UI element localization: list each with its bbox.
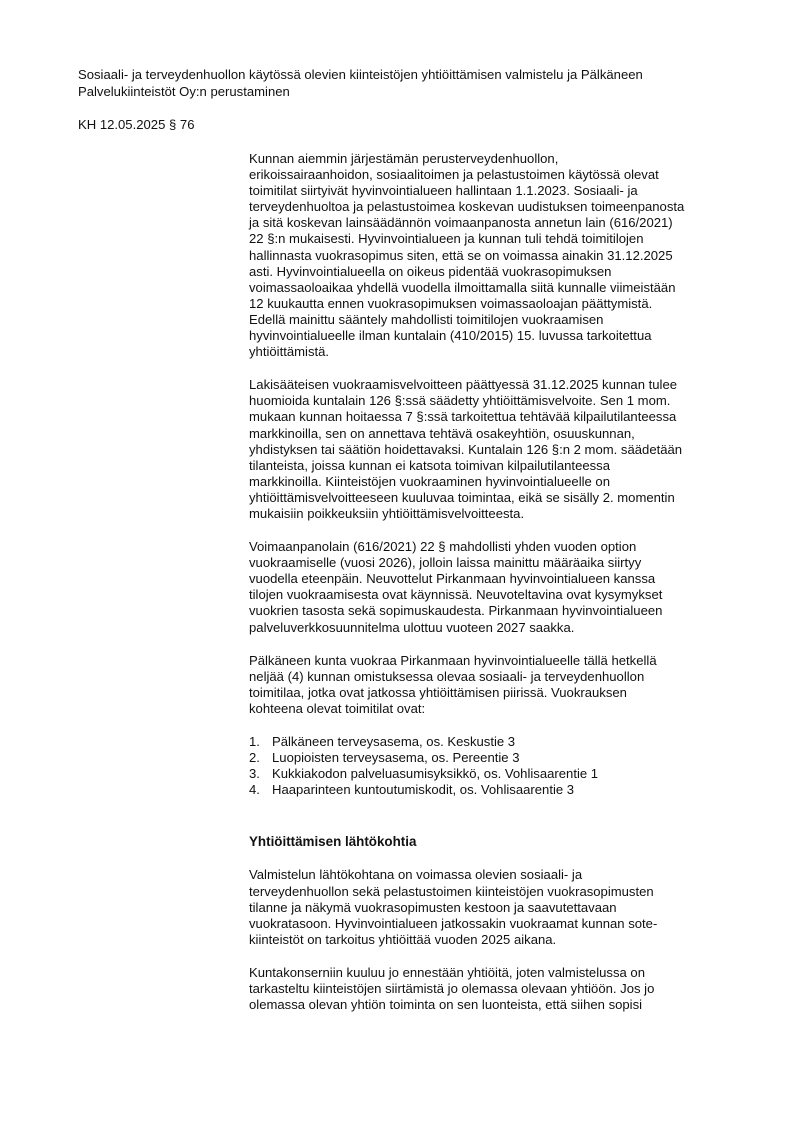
text-line: toimitilaa, jotka ovat jatkossa yhtiöittämisen piirissä. Vuokrauksen bbox=[249, 684, 627, 700]
title-line: Palvelukiinteistöt Oy:n perustaminen bbox=[78, 83, 290, 99]
text-line: olemassa olevan yhtiön toiminta on sen luonteista, että siihen sopisi bbox=[249, 997, 643, 1013]
text-line: tilanteista, joissa kunnan ei katsota toimivan kilpailutilanteessa bbox=[249, 457, 611, 473]
text-line: yhdistyksen tai säätiön hoidettavaksi. Kuntalain 126 §:n 2 mom. säädetään bbox=[249, 441, 683, 457]
text-line: Valmistelun lähtökohtana on voimassa olevien sosiaali- ja bbox=[249, 867, 583, 883]
text-line: Lakisääteisen vuokraamisvelvoitteen päättyessä 31.12.2025 kunnan tulee bbox=[249, 377, 678, 393]
text-line: vuokratasoon. Hyvinvointialueen jatkossakin vuokraamat kunnan sote- bbox=[249, 915, 658, 931]
list-number: 1. bbox=[249, 734, 260, 749]
text-line: yhtiöittämisvelvoitteeseen kuuluvaa toimintaa, eikä se sisälly 2. momentin bbox=[249, 489, 675, 505]
list-number: 2. bbox=[249, 750, 260, 766]
text-line: terveydenhuoltoa ja pelastustoimea koskevan uudistuksen toimeenpanosta bbox=[249, 199, 685, 215]
section-heading: Yhtiöittämisen lähtökohtia bbox=[249, 834, 417, 850]
list-number: 4. bbox=[249, 782, 260, 798]
document-title bbox=[78, 67, 738, 101]
list-item bbox=[249, 734, 719, 750]
list-number: 3. bbox=[249, 766, 260, 782]
text-line: ja sitä koskevan lainsäädännön voimaanpanosta annetun lain (616/2021) bbox=[249, 215, 673, 231]
text-line: neljää (4) kunnan omistuksessa olevaa sosiaali- ja terveydenhuollon bbox=[249, 668, 645, 684]
list-item bbox=[249, 750, 719, 766]
text-line: hyvinvointialueelle ilman kuntalain (410/2015) 15. luvussa tarkoitettua bbox=[249, 328, 652, 344]
document-body bbox=[249, 151, 719, 1013]
text-line: mukaisiin poikkeuksiin yhtiöittämisvelvoitteesta. bbox=[249, 505, 525, 521]
text-line: voimassaoloaikaa yhdellä vuodella ilmoittamalla siitä kunnalle viimeistään bbox=[249, 279, 676, 295]
list-item bbox=[249, 766, 719, 782]
paragraph bbox=[249, 965, 719, 1013]
paragraph bbox=[249, 867, 719, 947]
text-line: Edellä mainittu sääntely mahdollisti toimitilojen vuokraamisen bbox=[249, 311, 604, 327]
text-line: yhtiöittämistä. bbox=[249, 344, 330, 360]
paragraph bbox=[249, 653, 719, 717]
list-text: Kukkiakodon palveluasumisyksikkö, os. Vohlisaarentie 1 bbox=[272, 766, 599, 782]
text-line: huomioida kuntalain 126 §:ssä säädetty yhtiöittämisvelvoite. Sen 1 mom. bbox=[249, 393, 671, 409]
text-line: Pälkäneen kunta vuokraa Pirkanmaan hyvinvointialueelle tällä hetkellä bbox=[249, 652, 657, 668]
text-line: vuokrien tasosta sekä sopimuskaudesta. Pirkanmaan hyvinvointialueen bbox=[249, 603, 663, 619]
text-line: toimitilat siirtyivät hyvinvointialueen hallintaan 1.1.2023. Sosiaali- ja bbox=[249, 183, 638, 199]
text-line: vuodella eteenpäin. Neuvottelut Pirkanmaan hyvinvointialueen kanssa bbox=[249, 571, 656, 587]
list-text: Haaparinteen kuntoutumiskodit, os. Vohlisaarentie 3 bbox=[272, 782, 575, 798]
text-line: 22 §:n mukaisesti. Hyvinvointialueen ja kunnan tuli tehdä toimitilojen bbox=[249, 231, 644, 247]
text-line: palveluverkkosuunnitelma ulottuu vuoteen 2027 saakka. bbox=[249, 619, 575, 635]
list-item bbox=[249, 782, 719, 798]
paragraph bbox=[249, 377, 719, 522]
text-line: tilanne ja näkymä vuokrasopimusten kestoon ja saavutettavaan bbox=[249, 899, 617, 915]
text-line: asti. Hyvinvointialueella on oikeus pidentää vuokrasopimuksen bbox=[249, 263, 612, 279]
text-line: Kuntakonserniin kuuluu jo ennestään yhtiöitä, joten valmistelussa on bbox=[249, 964, 645, 980]
text-line: mukaan kunnan hoitaessa 7 §:ssä tarkoitettua tehtävää kilpailutilanteessa bbox=[249, 409, 677, 425]
meeting-reference: KH 12.05.2025 § 76 bbox=[78, 117, 195, 132]
paragraph bbox=[249, 539, 719, 636]
text-line: vuokraamiselle (vuosi 2026), jolloin laissa mainittu määräaika siirtyy bbox=[249, 555, 642, 571]
text-line: 12 kuukautta ennen vuokrasopimuksen voimassaoloajan päättymistä. bbox=[249, 295, 653, 311]
list-text: Pälkäneen terveysasema, os. Keskustie 3 bbox=[272, 734, 516, 749]
text-line: kohteena olevat toimitilat ovat: bbox=[249, 700, 426, 716]
text-line: Kunnan aiemmin järjestämän perusterveydenhuollon, bbox=[249, 151, 559, 166]
text-line: markkinoilla. Kiinteistöjen vuokraaminen hyvinvointialueelle on bbox=[249, 473, 610, 489]
text-line: hallinnasta vuokrasopimus siten, että se on voimassa ainakin 31.12.2025 bbox=[249, 247, 673, 263]
text-line: tarkasteltu kiinteistöjen siirtämistä jo olemassa olevaan yhtiöön. Jos jo bbox=[249, 981, 655, 997]
list-text: Luopioisten terveysasema, os. Pereentie 3 bbox=[272, 750, 520, 766]
text-line: terveydenhuollon sekä pelastustoimen kiinteistöjen vuokrasopimusten bbox=[249, 883, 654, 899]
text-line: erikoissairaanhoidon, sosiaalitoimen ja pelastustoimen käytössä olevat bbox=[249, 167, 659, 183]
text-line: markkinoilla, sen on annettava tehtävä osakeyhtiön, osuuskunnan, bbox=[249, 425, 635, 441]
text-line: Voimaanpanolain (616/2021) 22 § mahdollisti yhden vuoden option bbox=[249, 539, 637, 555]
text-line: kiinteistöt on tarkoitus yhtiöittää vuoden 2025 aikana. bbox=[249, 931, 557, 947]
facility-list bbox=[249, 734, 719, 798]
paragraph bbox=[249, 151, 719, 360]
title-line: Sosiaali- ja terveydenhuollon käytössä olevien kiinteistöjen yhtiöittämisen valmistelu ja Pälkäneen bbox=[78, 67, 643, 82]
text-line: tilojen vuokraamisesta ovat käynnissä. Neuvoteltavina ovat kysymykset bbox=[249, 587, 663, 603]
